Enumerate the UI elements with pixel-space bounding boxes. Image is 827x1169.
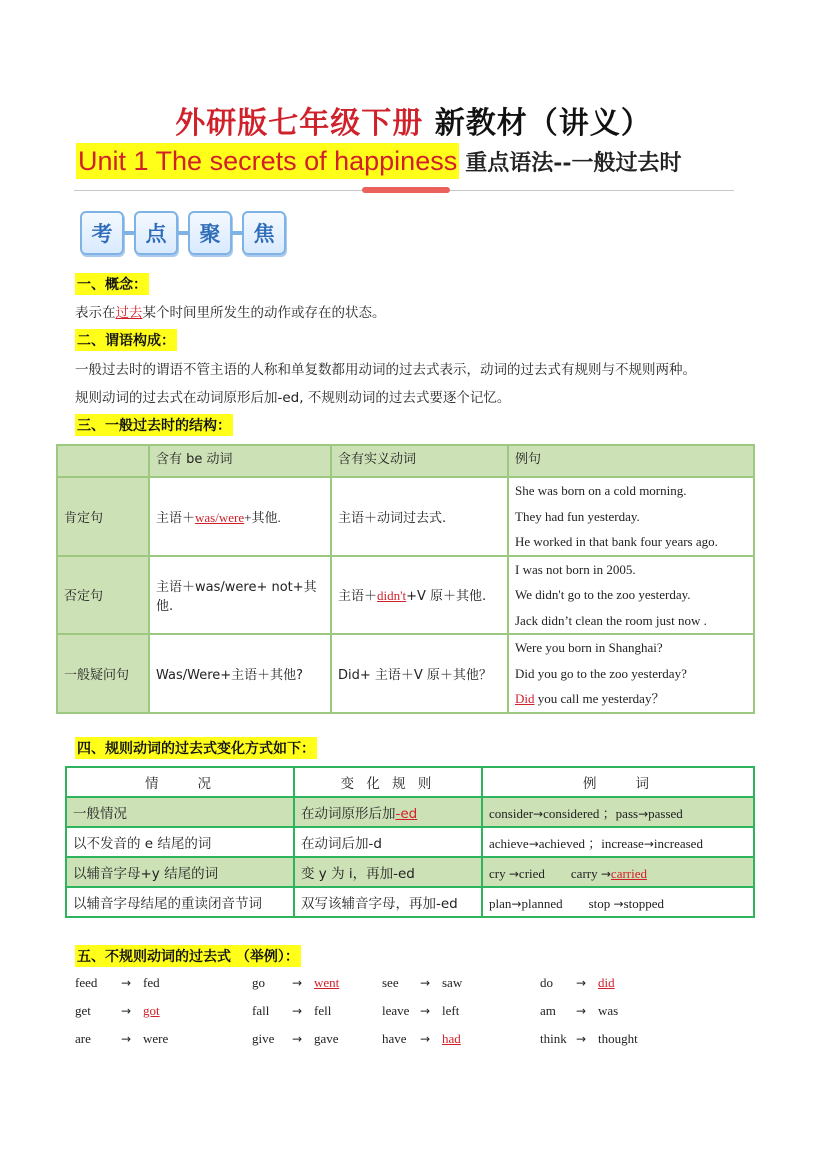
arrow-icon: → — [600, 866, 611, 881]
text: ；increase — [588, 835, 644, 851]
example-cell — [482, 887, 754, 917]
structure-table — [56, 444, 755, 714]
topic-title: 重点语法--一般过去时 — [465, 150, 682, 176]
table-header-cell: 含有 be 动词 — [149, 445, 331, 477]
highlight: -ed — [395, 806, 418, 822]
table-header-row — [57, 445, 754, 477]
example-sentence: She was born on a cold morning. — [515, 483, 687, 498]
arrow-icon: → — [420, 976, 431, 990]
be-structure — [149, 634, 331, 713]
arrow-icon: → — [511, 896, 522, 911]
verb-past: left — [442, 1003, 460, 1018]
verb-base: leave — [382, 1003, 410, 1018]
table-header-cell: 含有实义动词 — [331, 445, 508, 477]
examples — [508, 477, 754, 556]
examples — [508, 556, 754, 635]
badge-char: 考 — [80, 211, 124, 255]
irregular-verb-pair — [252, 1003, 331, 1019]
arrow-icon: → — [613, 896, 624, 911]
verb-past: got — [143, 1003, 160, 1018]
page-title — [0, 98, 827, 142]
irregular-verb-pair — [252, 1031, 339, 1047]
arrow-icon: → — [576, 1032, 587, 1046]
case-cell: 以辅音字母结尾的重读闭音节词 — [66, 887, 294, 917]
arrow-icon: → — [121, 1032, 132, 1046]
text: 变 y 为 i，再加-ed — [301, 866, 415, 882]
subtitle — [76, 143, 681, 179]
text: 某个时间里所发生的动作或存在的状态。 — [142, 305, 386, 321]
irregular-verb-pair — [382, 1003, 459, 1019]
highlight: carried — [610, 865, 648, 881]
arrow-icon: → — [643, 836, 654, 851]
section-3-heading: 三、一般过去时的结构： — [75, 414, 233, 436]
verb-past: was — [598, 1003, 619, 1018]
arrow-icon: → — [576, 976, 587, 990]
text: Was/Were+主语＋其他? — [156, 667, 304, 683]
example-sentence: Jack didn’t clean the room just now . — [515, 612, 707, 628]
badge-connector — [232, 231, 242, 235]
verb-base: think — [540, 1031, 567, 1046]
text: consider — [489, 805, 534, 821]
table-header-cell: 例 词 — [482, 767, 754, 797]
text: achieve — [489, 835, 529, 851]
text: 在动词后加-d — [301, 836, 382, 852]
text: carry — [544, 865, 601, 881]
section-2-text-1: 一般过去时的谓语不管主语的人称和单复数都用动词的过去式表示，动词的过去式有规则与不规则两种。 — [75, 362, 696, 378]
verb-base: are — [75, 1031, 91, 1046]
verb-past: had — [442, 1031, 461, 1046]
highlight: was/were — [195, 509, 245, 525]
verb-structure — [331, 477, 508, 556]
table-row — [66, 797, 754, 827]
unit-title: Unit 1 The secrets of happiness — [76, 143, 459, 179]
example-sentence: Were you born in Shanghai? — [515, 640, 663, 655]
text: achieved — [538, 835, 585, 851]
irregular-verb-pair — [75, 1031, 168, 1047]
table-row — [66, 857, 754, 887]
badge-connector — [124, 231, 134, 235]
verb-past: went — [314, 975, 340, 990]
table-header-cell: 例句 — [508, 445, 754, 477]
text: 主语＋ — [338, 589, 378, 605]
case-cell: 一般情况 — [66, 797, 294, 827]
badge-char: 焦 — [242, 211, 286, 255]
irregular-verb-pair — [540, 975, 615, 991]
text: 主语＋动词过去式. — [338, 510, 447, 526]
section-2-text-2: 规则动词的过去式在动词原形后加-ed, 不规则动词的过去式要逐个记忆。 — [75, 390, 511, 406]
text: +V 原＋其他. — [406, 589, 487, 605]
example-sentence: We didn't go to the zoo yesterday. — [515, 587, 691, 602]
text: 双写该辅音字母，再加-ed — [301, 896, 458, 912]
arrow-icon: → — [638, 806, 649, 821]
highlight: Did — [515, 691, 535, 706]
arrow-icon: → — [508, 866, 519, 881]
text: stop — [562, 895, 614, 911]
table-header-cell: 情 况 — [66, 767, 294, 797]
rules-table — [65, 766, 755, 918]
table-row — [66, 887, 754, 917]
section-1-text — [75, 301, 386, 321]
be-structure — [149, 556, 331, 635]
row-label: 否定句 — [57, 556, 149, 635]
text: considered — [543, 805, 600, 821]
example-sentence: I was not born in 2005. — [515, 561, 636, 577]
verb-past: saw — [442, 975, 463, 990]
arrow-icon: → — [528, 836, 539, 851]
verb-base: have — [382, 1031, 407, 1046]
text: plan — [489, 895, 512, 911]
verb-structure — [331, 634, 508, 713]
arrow-icon: → — [292, 976, 303, 990]
verb-base: do — [540, 975, 553, 990]
irregular-verb-pair — [75, 975, 160, 991]
verb-past: gave — [314, 1031, 339, 1046]
verb-structure — [331, 556, 508, 635]
highlight: didn't — [377, 588, 407, 604]
verb-base: am — [540, 1003, 556, 1018]
table-row — [57, 477, 754, 556]
example-cell — [482, 827, 754, 857]
verb-past: fell — [314, 1003, 332, 1018]
example-sentence: They had fun yesterday. — [515, 508, 640, 524]
example-sentence: He worked in that bank four years ago. — [515, 534, 718, 549]
verb-past: were — [143, 1031, 169, 1046]
verb-base: feed — [75, 975, 98, 990]
section-5-heading: 五、不规则动词的过去式 （举例）： — [75, 945, 301, 967]
text: Did+ 主语＋V 原＋其他？ — [338, 667, 492, 683]
badge-char: 点 — [134, 211, 178, 255]
example-cell — [482, 797, 754, 827]
text: passed — [648, 805, 683, 821]
text: stopped — [623, 895, 665, 911]
irregular-verb-pair — [252, 975, 339, 991]
section-2-heading: 二、谓语构成： — [75, 329, 177, 351]
text: cry — [489, 865, 509, 881]
arrow-icon: → — [576, 1004, 587, 1018]
title-book: 外研版七年级下册 — [175, 106, 424, 141]
arrow-icon: → — [420, 1032, 431, 1046]
text: 在动词原形后加 — [301, 806, 396, 822]
irregular-verb-pair — [540, 1003, 618, 1019]
case-cell: 以辅音字母+y 结尾的词 — [66, 857, 294, 887]
rule-cell — [294, 887, 482, 917]
table-header-cell: 变 化 规 则 — [294, 767, 482, 797]
irregular-verb-pair — [75, 1003, 160, 1019]
rule-cell — [294, 797, 482, 827]
text: 表示在 — [75, 305, 116, 321]
arrow-icon: → — [420, 1004, 431, 1018]
focus-badge — [80, 210, 286, 256]
title-lecture: 新教材（讲义） — [434, 106, 652, 141]
examples — [508, 634, 754, 713]
arrow-icon: → — [292, 1032, 303, 1046]
text: cried — [518, 865, 545, 881]
verb-base: see — [382, 975, 399, 990]
verb-base: give — [252, 1031, 275, 1046]
arrow-icon: → — [121, 1004, 132, 1018]
text: planned — [521, 895, 563, 911]
arrow-icon: → — [533, 806, 544, 821]
arrow-icon: → — [292, 1004, 303, 1018]
row-label: 肯定句 — [57, 477, 149, 556]
example-sentence — [515, 686, 747, 712]
verb-base: get — [75, 1003, 91, 1018]
badge-char: 聚 — [188, 211, 232, 255]
text: increased — [653, 835, 703, 851]
arrow-icon: → — [121, 976, 132, 990]
verb-past: did — [598, 975, 615, 990]
badge-connector — [178, 231, 188, 235]
row-label: 一般疑问句 — [57, 634, 149, 713]
text: you call me yesterday？ — [534, 691, 665, 706]
rule-cell — [294, 857, 482, 887]
case-cell: 以不发音的 e 结尾的词 — [66, 827, 294, 857]
example-sentence: Did you go to the zoo yesterday? — [515, 665, 687, 681]
text: 主语＋was/were+ not+其他. — [156, 579, 317, 614]
irregular-verb-pair — [382, 1031, 461, 1047]
be-structure — [149, 477, 331, 556]
table-header-cell — [57, 445, 149, 477]
section-4-heading: 四、规则动词的过去式变化方式如下： — [75, 737, 317, 759]
text: 主语＋ — [156, 510, 196, 526]
irregular-verb-pair — [540, 1031, 638, 1047]
rule-cell — [294, 827, 482, 857]
table-row — [57, 634, 754, 713]
irregular-verb-pair — [382, 975, 462, 991]
example-cell — [482, 857, 754, 887]
highlight-past: 过去 — [115, 305, 143, 321]
text: +其他. — [244, 509, 281, 525]
verb-base: fall — [252, 1003, 270, 1018]
text: ；pass — [602, 805, 639, 821]
title-divider-accent — [362, 187, 450, 193]
table-row — [66, 827, 754, 857]
table-header-row — [66, 767, 754, 797]
verb-past: thought — [598, 1031, 638, 1046]
section-1-heading: 一、概念： — [75, 273, 149, 295]
verb-past: fed — [143, 975, 160, 990]
table-row — [57, 556, 754, 635]
verb-base: go — [252, 975, 265, 990]
